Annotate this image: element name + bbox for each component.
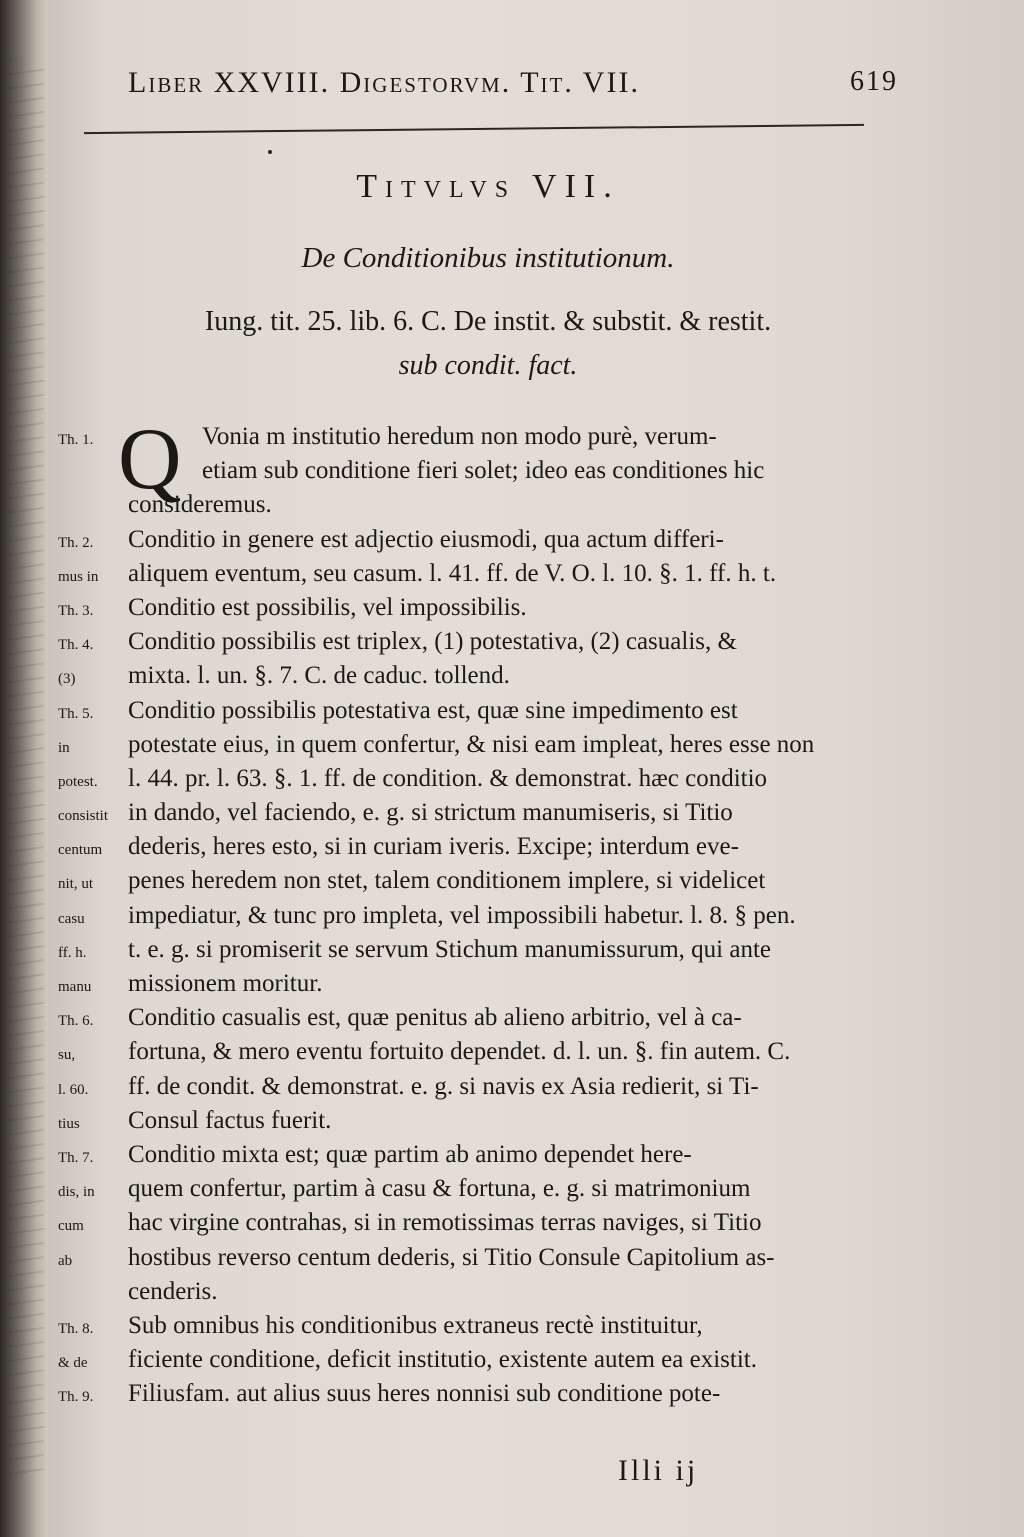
line-text: consideremus. bbox=[128, 491, 272, 519]
header-rule bbox=[84, 124, 864, 134]
line-text: penes heredem non stet, talem conditionem implere, si videlicet bbox=[128, 867, 766, 895]
text-line bbox=[58, 1172, 918, 1206]
text-line bbox=[58, 1241, 918, 1275]
text-line bbox=[58, 625, 918, 659]
signature-mark: Illi ij bbox=[618, 1454, 699, 1487]
margin-label: (3) bbox=[58, 671, 76, 688]
body-text bbox=[58, 411, 918, 1411]
text-line bbox=[58, 1138, 918, 1172]
text-line bbox=[58, 420, 918, 454]
text-line bbox=[58, 1070, 918, 1104]
line-text: potestate eius, in quem confertur, & nisi eam impleat, heres esse non bbox=[128, 730, 815, 758]
page-number: 619 bbox=[850, 66, 898, 97]
line-text: mixta. l. un. §. 7. C. de caduc. tollend. bbox=[128, 662, 510, 690]
line-text: hac virgine contrahas, si in remotissimas terras naviges, si Titio bbox=[128, 1209, 762, 1237]
margin-label: Th. 6. bbox=[58, 1013, 94, 1030]
margin-label: Th. 8. bbox=[58, 1320, 94, 1337]
text-line bbox=[58, 1275, 918, 1309]
text-line bbox=[58, 762, 918, 796]
margin-label: nit, ut bbox=[58, 876, 94, 893]
margin-label: in bbox=[58, 739, 70, 756]
text-line bbox=[58, 1104, 918, 1138]
line-text: ff. de condit. & demonstrat. e. g. si navis ex Asia redierit, si Ti- bbox=[128, 1072, 759, 1100]
line-text: aliquem eventum, seu casum. l. 41. ff. de V. O. l. 10. §. 1. ff. h. t. bbox=[128, 559, 777, 587]
drop-cap: Q bbox=[118, 411, 182, 508]
text-line bbox=[58, 659, 918, 693]
text-line bbox=[58, 728, 918, 762]
line-text: quem confertur, partim à casu & fortuna, e. g. si matrimonium bbox=[128, 1175, 751, 1203]
margin-label: centum bbox=[58, 842, 103, 859]
margin-label: cum bbox=[58, 1218, 84, 1235]
line-text: Conditio in genere est adjectio eiusmodi, qua actum differi- bbox=[128, 525, 724, 553]
text-line bbox=[58, 967, 918, 1001]
book-page bbox=[48, 0, 1024, 1537]
margin-label: Th. 4. bbox=[58, 637, 94, 654]
line-text: Filiusfam. aut alius suus heres nonnisi sub conditione pote- bbox=[128, 1380, 721, 1408]
margin-label: Th. 2. bbox=[58, 534, 94, 551]
line-text: l. 44. pr. l. 63. §. 1. ff. de condition. & demonstrat. hæc conditio bbox=[128, 764, 768, 792]
text-line bbox=[58, 694, 918, 728]
margin-label: su, bbox=[58, 1047, 76, 1064]
line-text: Conditio est possibilis, vel impossibilis. bbox=[128, 593, 527, 621]
text-line bbox=[58, 933, 918, 967]
line-text: Conditio possibilis potestativa est, quæ sine impedimento est bbox=[128, 696, 738, 724]
text-line bbox=[58, 523, 918, 557]
margin-label: Th. 5. bbox=[58, 705, 94, 722]
margin-label: Th. 3. bbox=[58, 602, 94, 619]
reference-line-2: sub condit. fact. bbox=[398, 350, 578, 381]
text-line bbox=[58, 1035, 918, 1069]
text-line bbox=[58, 830, 918, 864]
text-line bbox=[58, 796, 918, 830]
margin-label: potest. bbox=[58, 773, 98, 790]
margin-label: tius bbox=[58, 1115, 80, 1132]
margin-label: Th. 1. bbox=[58, 432, 94, 448]
cross-reference bbox=[88, 300, 888, 388]
text-line bbox=[58, 557, 918, 591]
line-text: dederis, heres esto, si in curiam iveris. Excipe; interdum eve- bbox=[128, 833, 739, 861]
text-line bbox=[58, 1377, 918, 1411]
text-line bbox=[58, 1343, 918, 1377]
book-gutter bbox=[0, 0, 52, 1537]
text-line bbox=[58, 591, 918, 625]
line-text: Conditio mixta est; quæ partim ab animo dependet here- bbox=[128, 1140, 692, 1168]
margin-label: dis, in bbox=[58, 1184, 95, 1201]
line-text: Sub omnibus his conditionibus extraneus rectè instituitur, bbox=[128, 1311, 703, 1339]
page-header bbox=[118, 58, 898, 110]
margin-label: l. 60. bbox=[58, 1081, 89, 1098]
line-text: fortuna, & mero eventu fortuito dependet. d. l. un. §. fin autem. C. bbox=[128, 1038, 791, 1066]
text-line bbox=[58, 899, 918, 933]
line-text: ficiente conditione, deficit institutio, existente autem ea existit. bbox=[128, 1346, 757, 1374]
text-line bbox=[58, 1309, 918, 1343]
text-line bbox=[58, 864, 918, 898]
line-text: impediatur, & tunc pro impleta, vel impossibili habetur. l. 8. § pen. bbox=[128, 901, 796, 929]
line-text: missionem moritur. bbox=[128, 970, 323, 997]
section-title: Titvlvs VII. bbox=[356, 168, 620, 205]
line-text: Vonia m institutio heredum non modo purè, verum- bbox=[202, 423, 717, 450]
margin-label: Th. 9. bbox=[58, 1389, 94, 1406]
line-text: cenderis. bbox=[128, 1277, 218, 1305]
text-lines bbox=[58, 411, 918, 1411]
margin-label: casu bbox=[58, 910, 85, 927]
facing-page-edge bbox=[4, 60, 44, 1480]
margin-label: & de bbox=[58, 1355, 88, 1372]
section-subtitle: De Conditionibus institutionum. bbox=[301, 242, 675, 274]
text-line bbox=[58, 1206, 918, 1240]
line-text: hostibus reverso centum dederis, si Titio Consule Capitolium as- bbox=[128, 1243, 775, 1271]
running-title: Liber XXVIII. Digestorvm. Tit. VII. bbox=[128, 66, 640, 99]
margin-label: mus in bbox=[58, 568, 99, 585]
margin-label: Th. 7. bbox=[58, 1149, 94, 1166]
line-text: Conditio possibilis est triplex, (1) potestativa, (2) casualis, & bbox=[128, 628, 737, 656]
text-line bbox=[58, 454, 918, 488]
line-text: Conditio casualis est, quæ penitus ab alieno arbitrio, vel à ca- bbox=[128, 1004, 742, 1032]
text-line bbox=[58, 1001, 918, 1035]
reference-line-1: Iung. tit. 25. lib. 6. C. De instit. & substit. & restit. bbox=[204, 306, 772, 337]
ink-spot bbox=[268, 150, 272, 154]
text-line bbox=[58, 488, 918, 522]
margin-label: consistit bbox=[58, 808, 109, 825]
margin-label: ab bbox=[58, 1252, 73, 1269]
line-text: in dando, vel faciendo, e. g. si strictum manumiseris, si Titio bbox=[128, 799, 733, 827]
margin-label: ff. h. bbox=[58, 944, 87, 961]
line-text: t. e. g. si promiserit se servum Stichum manumissurum, qui ante bbox=[128, 935, 771, 963]
margin-label: manu bbox=[58, 979, 92, 995]
line-text: etiam sub conditione fieri solet; ideo eas conditiones hic bbox=[202, 457, 765, 485]
line-text: Consul factus fuerit. bbox=[128, 1106, 332, 1134]
